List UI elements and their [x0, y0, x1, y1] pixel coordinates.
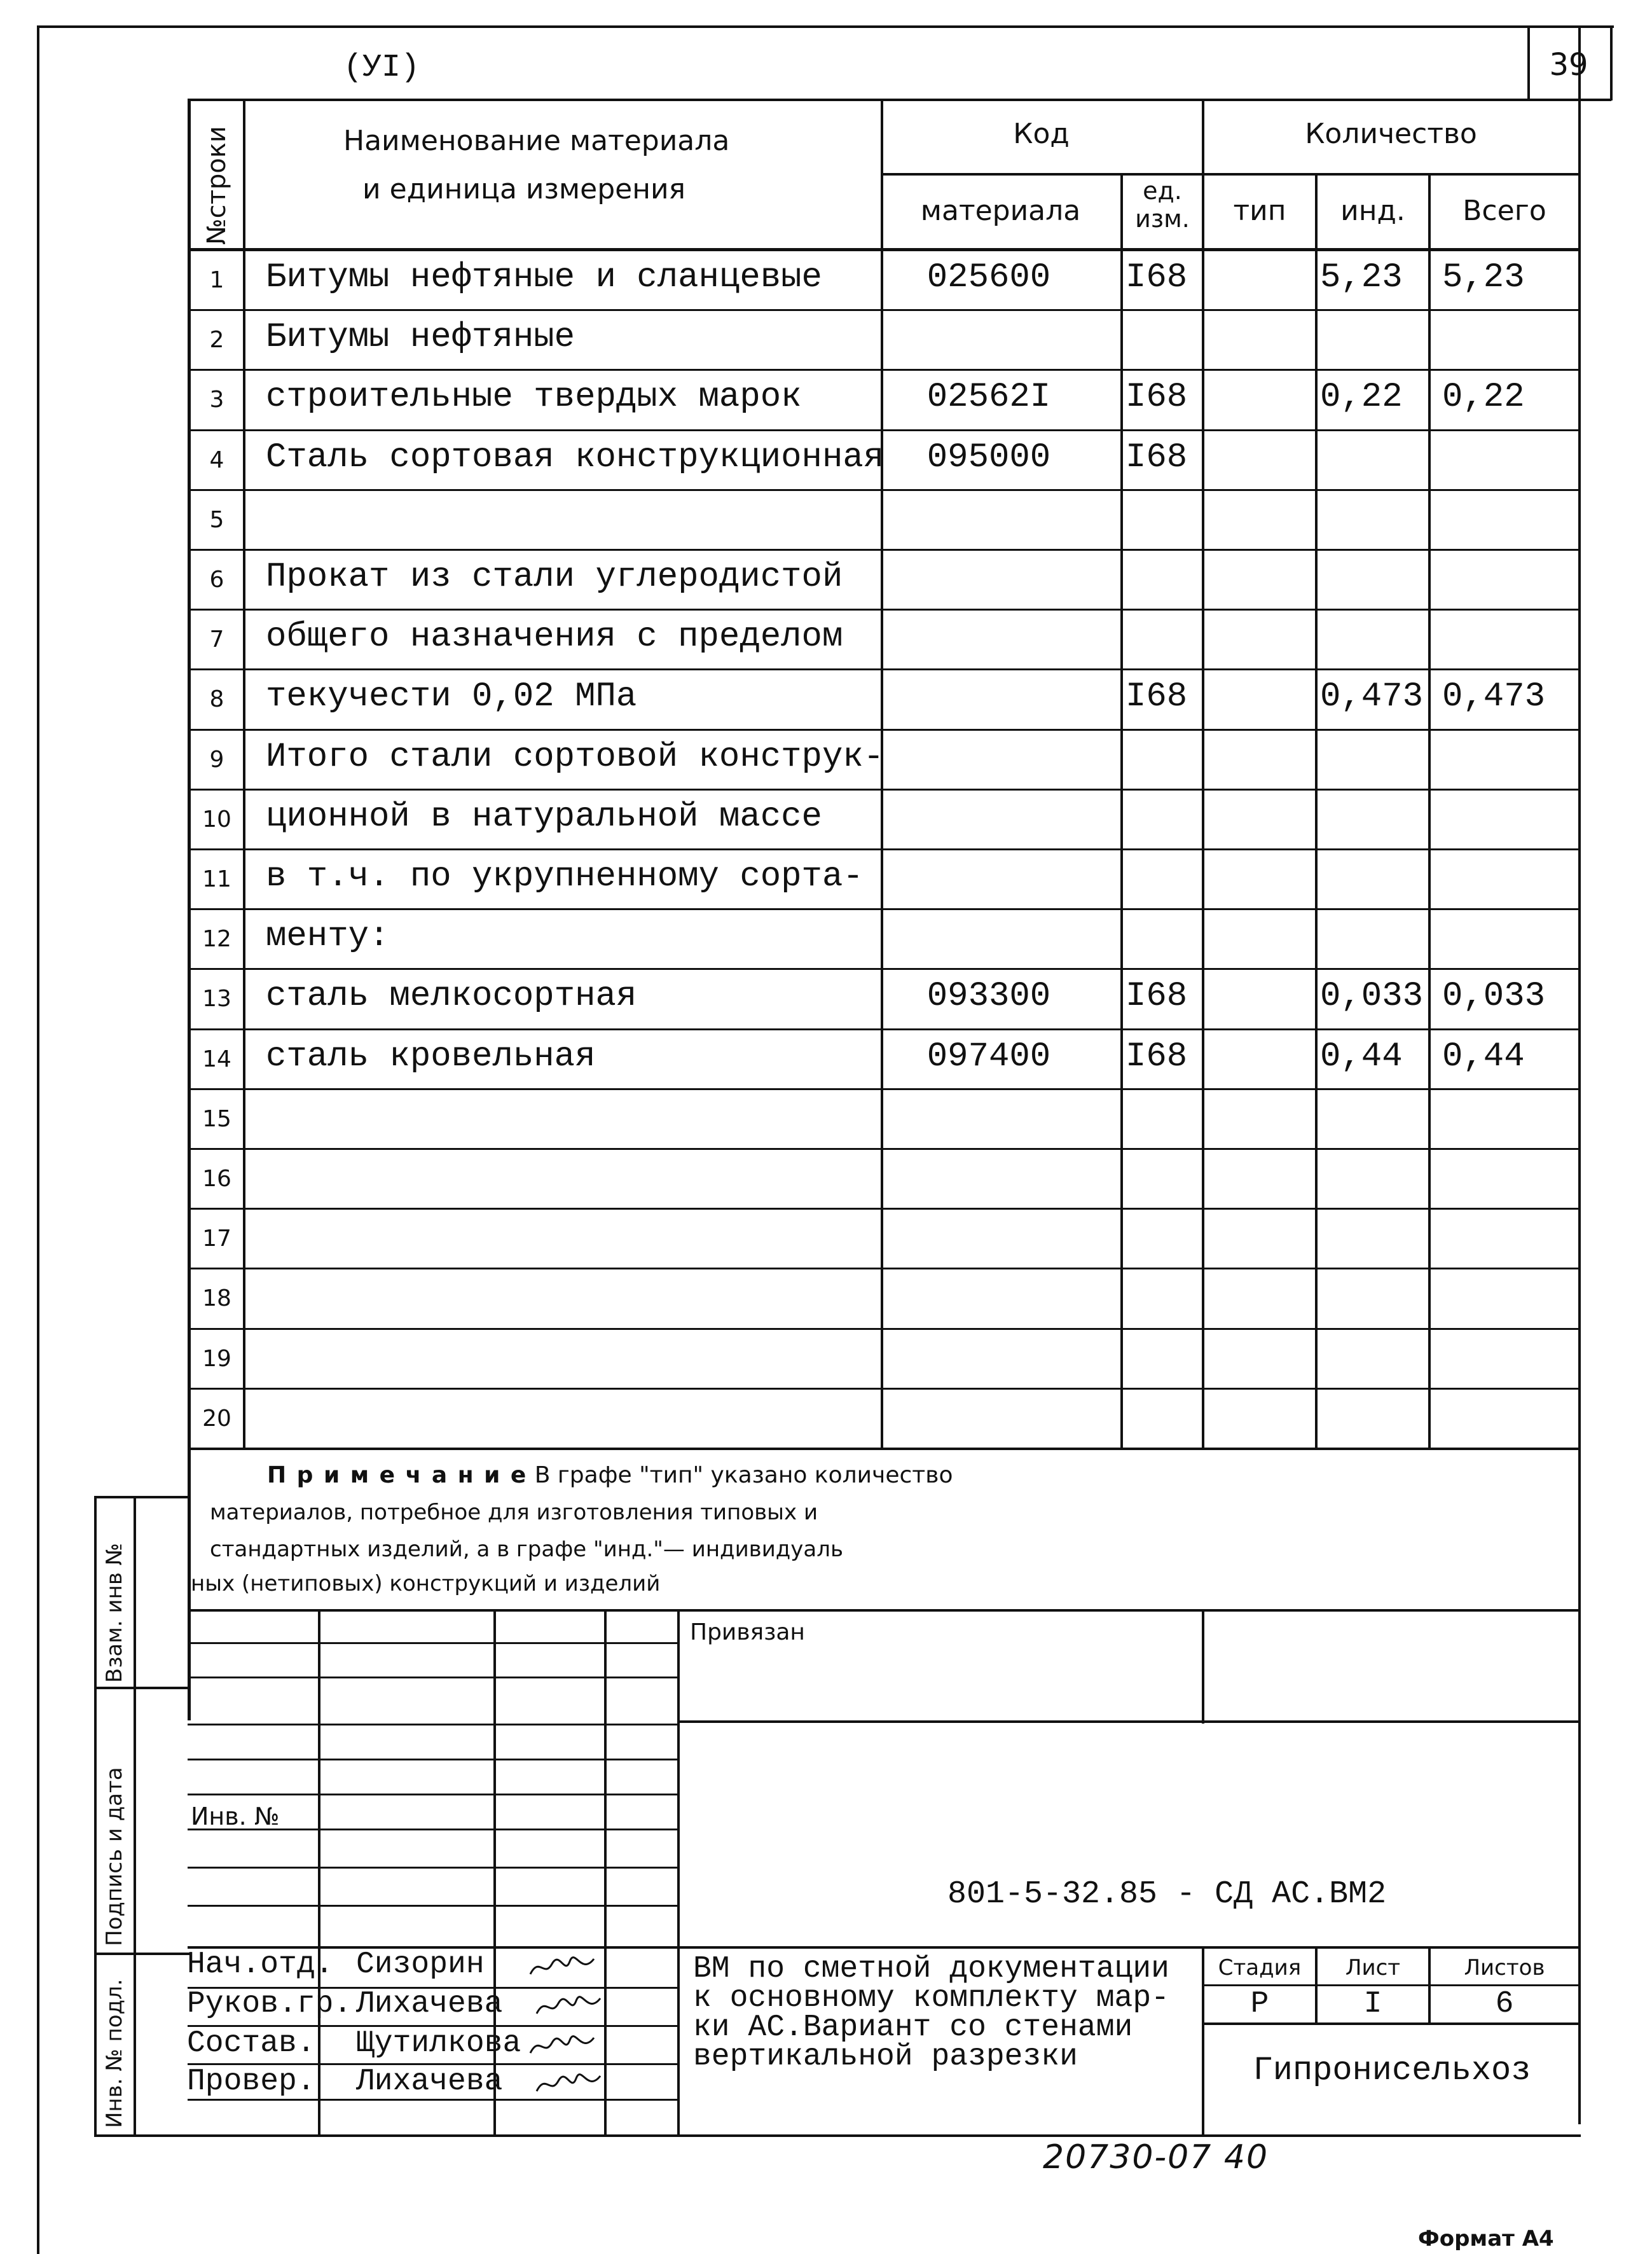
- doc-title-1: ВМ по сметной документации: [693, 1952, 1169, 1986]
- unit-code: I68: [1125, 1037, 1188, 1076]
- qty-ind: 0,22: [1320, 378, 1403, 417]
- material-name: сталь кровельная: [266, 1037, 596, 1076]
- row-number: 16: [202, 1166, 231, 1192]
- signatory-role: Руков.гр.: [187, 1987, 352, 2021]
- row-divider: [188, 668, 1580, 670]
- qty-total: 0,22: [1442, 378, 1525, 417]
- unit-code: I68: [1125, 378, 1188, 417]
- doc-title-3: ки АС.Вариант со стенами: [693, 2010, 1133, 2045]
- row-divider: [188, 429, 1580, 431]
- row-number: 6: [209, 567, 224, 593]
- sheet-value: I: [1363, 1987, 1382, 2021]
- section-label: (УI): [343, 50, 420, 86]
- header-name-2: и единица измерения: [362, 173, 686, 205]
- row-divider: [188, 729, 1580, 731]
- stage-value: Р: [1250, 1987, 1269, 2021]
- row-number: 9: [209, 747, 224, 773]
- row-divider: [188, 848, 1580, 850]
- row-number: 1: [209, 267, 224, 293]
- row-divider: [188, 1208, 1580, 1210]
- row-number: 18: [202, 1285, 231, 1311]
- row-number: 8: [209, 686, 224, 712]
- signatory-name: Щутилкова: [356, 2026, 521, 2061]
- sheets-value: 6: [1495, 1987, 1514, 2021]
- row-number: 14: [202, 1046, 231, 1072]
- row-number: 4: [209, 447, 224, 473]
- row-number: 13: [202, 986, 231, 1012]
- row-divider: [188, 549, 1580, 551]
- qty-ind: 0,033: [1320, 977, 1424, 1016]
- signatory-role: Нач.отд.: [187, 1947, 334, 1982]
- row-divider: [188, 789, 1580, 791]
- material-name: Сталь сортовая конструкционная: [266, 438, 885, 477]
- row-number: 19: [202, 1346, 231, 1372]
- signatory-name: Лихачева: [356, 1987, 503, 2021]
- header-total: Всего: [1463, 195, 1546, 227]
- header-name-1: Наименование материала: [343, 125, 730, 157]
- doc-title-4: вертикальной разрезки: [693, 2040, 1078, 2074]
- row-number: 12: [202, 926, 231, 952]
- row-number: 17: [202, 1226, 231, 1252]
- sheet-label: Лист: [1345, 1955, 1401, 1981]
- material-code: 02562I: [926, 378, 1051, 417]
- note-line-3: стандартных изделий, а в графе "инд."— индивидуаль: [210, 1537, 844, 1562]
- row-divider: [188, 1028, 1580, 1030]
- material-name: текучести 0,02 МПа: [266, 677, 637, 716]
- row-divider: [188, 609, 1580, 611]
- qty-ind: 0,44: [1320, 1037, 1403, 1076]
- header-code: Код: [1013, 118, 1070, 150]
- header-quantity: Количество: [1305, 118, 1477, 150]
- signatory-name: Лихачева: [356, 2064, 503, 2099]
- material-code: 097400: [926, 1037, 1051, 1076]
- doc-title-2: к основному комплекту мар-: [693, 1981, 1169, 2015]
- row-number: 10: [202, 806, 231, 833]
- row-divider: [188, 309, 1580, 311]
- header-ind: инд.: [1340, 195, 1405, 227]
- row-divider: [188, 968, 1580, 970]
- qty-ind: 5,23: [1320, 258, 1403, 297]
- row-divider: [188, 908, 1580, 910]
- qty-total: 0,473: [1442, 677, 1546, 716]
- row-number: 20: [202, 1406, 231, 1432]
- signatory-role: Состав.: [187, 2026, 315, 2061]
- side-label-vzam: Взам. инв №: [102, 1542, 127, 1683]
- signature-mark: [534, 1992, 604, 2017]
- material-name: ционной в натуральной массе: [266, 798, 822, 836]
- unit-code: I68: [1125, 438, 1188, 477]
- note-line-1: В графе "тип" указано количество: [534, 1462, 953, 1488]
- material-code: 095000: [926, 438, 1051, 477]
- row-divider: [188, 1088, 1580, 1090]
- unit-code: I68: [1125, 677, 1188, 716]
- row-divider: [188, 1268, 1580, 1269]
- inv-no-label: Инв. №: [191, 1802, 280, 1830]
- row-number: 15: [202, 1106, 231, 1132]
- material-name: Битумы нефтяные и сланцевые: [266, 258, 822, 297]
- qty-total: 5,23: [1442, 258, 1525, 297]
- signatory-role: Провер.: [187, 2064, 315, 2099]
- row-divider: [188, 369, 1580, 371]
- signature-mark: [528, 2031, 598, 2057]
- material-name: общего назначения с пределом: [266, 618, 843, 656]
- header-type: тип: [1233, 195, 1286, 227]
- row-number: 7: [209, 626, 224, 653]
- privyazan-label: Привязан: [690, 1619, 805, 1645]
- row-divider: [188, 1388, 1580, 1390]
- note-line-2: материалов, потребное для изготовления типовых и: [210, 1500, 818, 1525]
- material-name: Итого стали сортовой конструк-: [266, 738, 885, 777]
- note-lead: П р и м е ч а н и е: [267, 1462, 528, 1488]
- organization: Гипронисельхоз: [1253, 2052, 1531, 2089]
- row-number: 11: [202, 866, 231, 892]
- material-name: Битумы нефтяные: [266, 318, 575, 357]
- document-code: 801-5-32.85 - СД АС.ВМ2: [947, 1876, 1387, 1912]
- page-number: 39: [1549, 47, 1588, 83]
- material-name: в т.ч. по укрупненному сорта-: [266, 857, 864, 896]
- header-material: материала: [920, 195, 1081, 227]
- material-name: сталь мелкосортная: [266, 977, 637, 1016]
- qty-ind: 0,473: [1320, 677, 1424, 716]
- qty-total: 0,44: [1442, 1037, 1525, 1076]
- material-code: 093300: [926, 977, 1051, 1016]
- header-unit: ед. изм.: [1135, 177, 1190, 233]
- header-row-no: №строки: [202, 126, 231, 245]
- format-label: Формат А4: [1418, 2226, 1554, 2251]
- signatory-name: Сизорин: [356, 1947, 485, 1982]
- archive-number: 20730-07 40: [1043, 2138, 1269, 2176]
- material-name: Прокат из стали углеродистой: [266, 558, 843, 597]
- side-label-podpis: Подпись и дата: [102, 1767, 127, 1946]
- signature-mark: [528, 1953, 598, 1978]
- sheets-label: Листов: [1464, 1955, 1545, 1981]
- material-code: 025600: [926, 258, 1051, 297]
- unit-code: I68: [1125, 258, 1188, 297]
- row-divider: [188, 489, 1580, 491]
- signature-mark: [534, 2070, 604, 2095]
- unit-code: I68: [1125, 977, 1188, 1016]
- row-number: 5: [209, 507, 224, 533]
- row-divider: [188, 1328, 1580, 1330]
- row-divider: [188, 1148, 1580, 1150]
- side-label-inv-podl: Инв. № подл.: [102, 1979, 127, 2128]
- row-number: 3: [209, 387, 224, 413]
- material-name: менту:: [266, 917, 390, 956]
- qty-total: 0,033: [1442, 977, 1546, 1016]
- material-name: строительные твердых марок: [266, 378, 802, 417]
- stage-label: Стадия: [1218, 1955, 1302, 1981]
- note-line-4: ных (нетиповых) конструкций и изделий: [191, 1571, 661, 1596]
- row-number: 2: [209, 327, 224, 353]
